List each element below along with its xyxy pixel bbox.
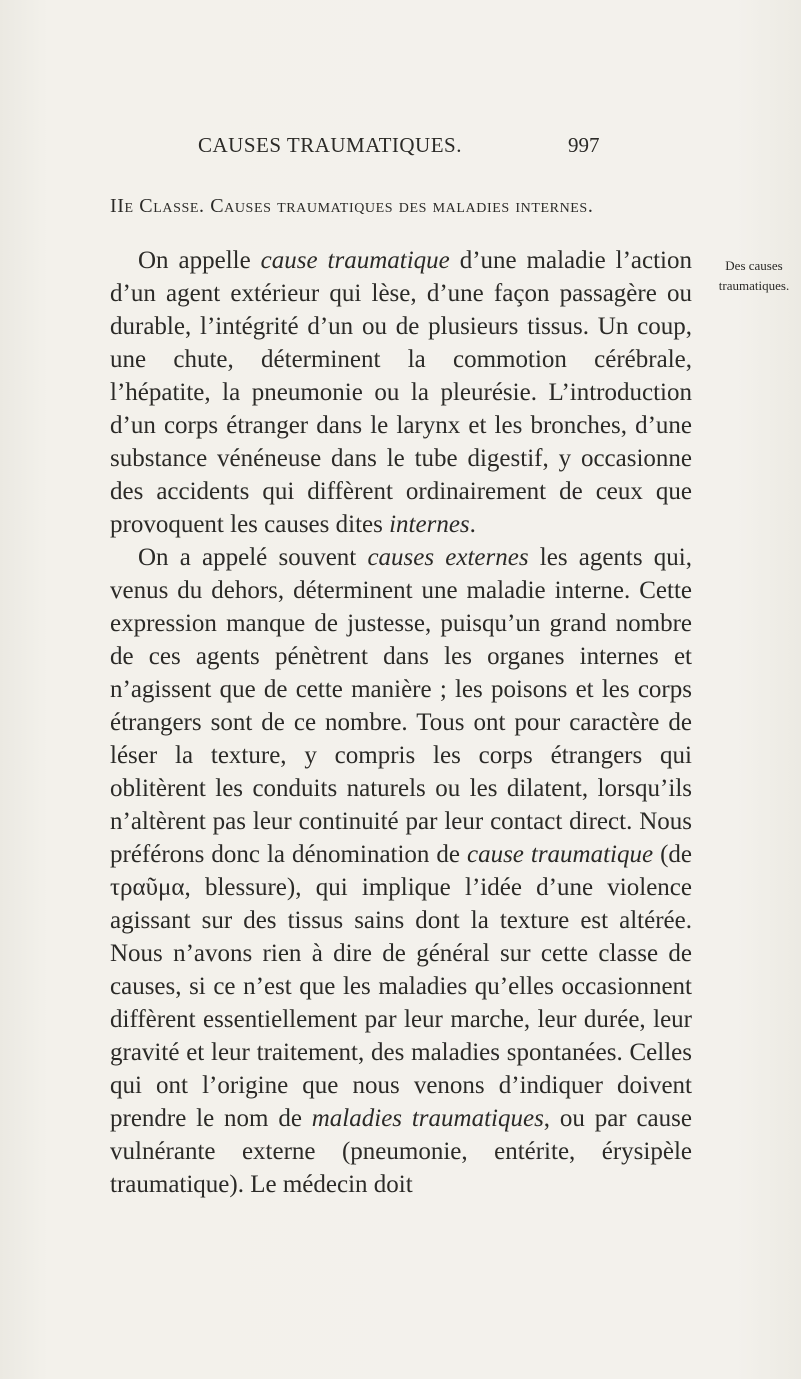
running-head	[0, 133, 801, 163]
p1-emphasis-2: internes	[389, 511, 470, 538]
p1-text-2: d’une maladie l’action d’un agent extérieur qui lèse, d’une façon passagère ou durable, l’intégrité d’un ou de plusieurs tissus. Un coup, une chute, déterminent la commotion cérébrale, l’hépatite, la pneumonie ou la pleurésie. L’introduction d’un corps étranger dans le larynx et les bronches, d’une substance vénéneuse dans le tube digestif, y occasionne des accidents qui diffèrent ordinairement de ceux que provoquent les causes dites	[110, 247, 692, 538]
p2-emphasis-2: cause traumatique	[466, 841, 654, 868]
p1-emphasis-1: cause traumatique	[260, 247, 450, 274]
paragraph-1	[110, 244, 692, 541]
margin-note-line-1: Des causes	[725, 258, 783, 273]
p2-emphasis-3: maladies traumatiques	[311, 1105, 544, 1132]
p1-text-3: .	[469, 511, 476, 538]
p2-emphasis-1: causes externes	[367, 544, 529, 571]
p2-text-4: , ou par cause vulnérante externe (pneumonie, entérite, érysipèle traumatique). Le médecin doit	[110, 1105, 692, 1198]
margin-note	[708, 256, 800, 296]
body-text	[110, 244, 692, 1201]
section-heading: IIe Classe. Causes traumatiques des maladies internes.	[110, 195, 594, 217]
running-title: CAUSES TRAUMATIQUES.	[198, 133, 462, 157]
p2-text-2: les agents qui, venus du dehors, déterminent une maladie interne. Cette expression manque de justesse, puisqu’un grand nombre de ces agents pénètrent dans les organes internes et n’agissent que de cette manière ; les poisons et les corps étrangers sont de ce nombre. Tous ont pour caractère de léser la texture, y compris les corps étrangers qui oblitèrent les conduits naturels ou les dilatent, lorsqu’ils n’altèrent pas leur continuité par leur contact direct. Nous préférons donc la dénomination de	[110, 544, 692, 868]
p2-text-3: (de τραῦμα, blessure), qui implique l’idée d’une violence agissant sur des tissus sains dont la texture est altérée. Nous n’avons rien à dire de général sur cette classe de causes, si ce n’est que les maladies qu’elles occasionnent diffèrent essentiellement par leur marche, leur durée, leur gravité et leur traitement, des maladies spontanées. Celles qui ont l’origine que nous venons d’indiquer doivent prendre le nom de	[110, 841, 693, 1132]
p1-text-1: On appelle	[138, 247, 261, 274]
margin-note-line-2: traumatiques.	[718, 278, 790, 293]
p2-text-1: On a appelé souvent	[138, 544, 368, 571]
page-number: 997	[568, 133, 600, 157]
paragraph-2	[110, 541, 692, 1201]
